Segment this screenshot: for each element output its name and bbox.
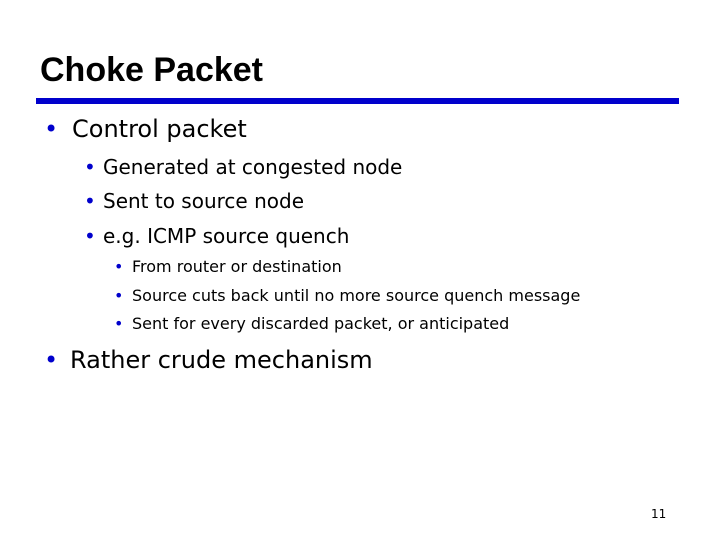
bullet-text: Sent for every discarded packet, or anticipated	[132, 314, 510, 333]
bullet-icon: •	[44, 115, 59, 143]
bullet-text: Generated at congested node	[103, 155, 403, 179]
bullet-icon: •	[84, 155, 96, 179]
bullet-text: Rather crude mechanism	[70, 346, 373, 374]
title-underline	[36, 98, 679, 104]
slide-title: Choke Packet	[40, 51, 263, 89]
bullet-icon: •	[114, 257, 124, 276]
bullet-icon: •	[84, 189, 96, 213]
bullet-text: From router or destination	[132, 257, 342, 276]
bullet-text: Source cuts back until no more source quench message	[132, 286, 581, 305]
bullet-icon: •	[114, 314, 124, 333]
bullet-icon: •	[44, 346, 59, 374]
bullet-icon: •	[114, 286, 124, 305]
page-number: 11	[651, 507, 667, 521]
bullet-icon: •	[84, 224, 96, 248]
bullet-text: Sent to source node	[103, 189, 304, 213]
bullet-text: Control packet	[72, 115, 247, 143]
bullet-text: e.g. ICMP source quench	[103, 224, 350, 248]
